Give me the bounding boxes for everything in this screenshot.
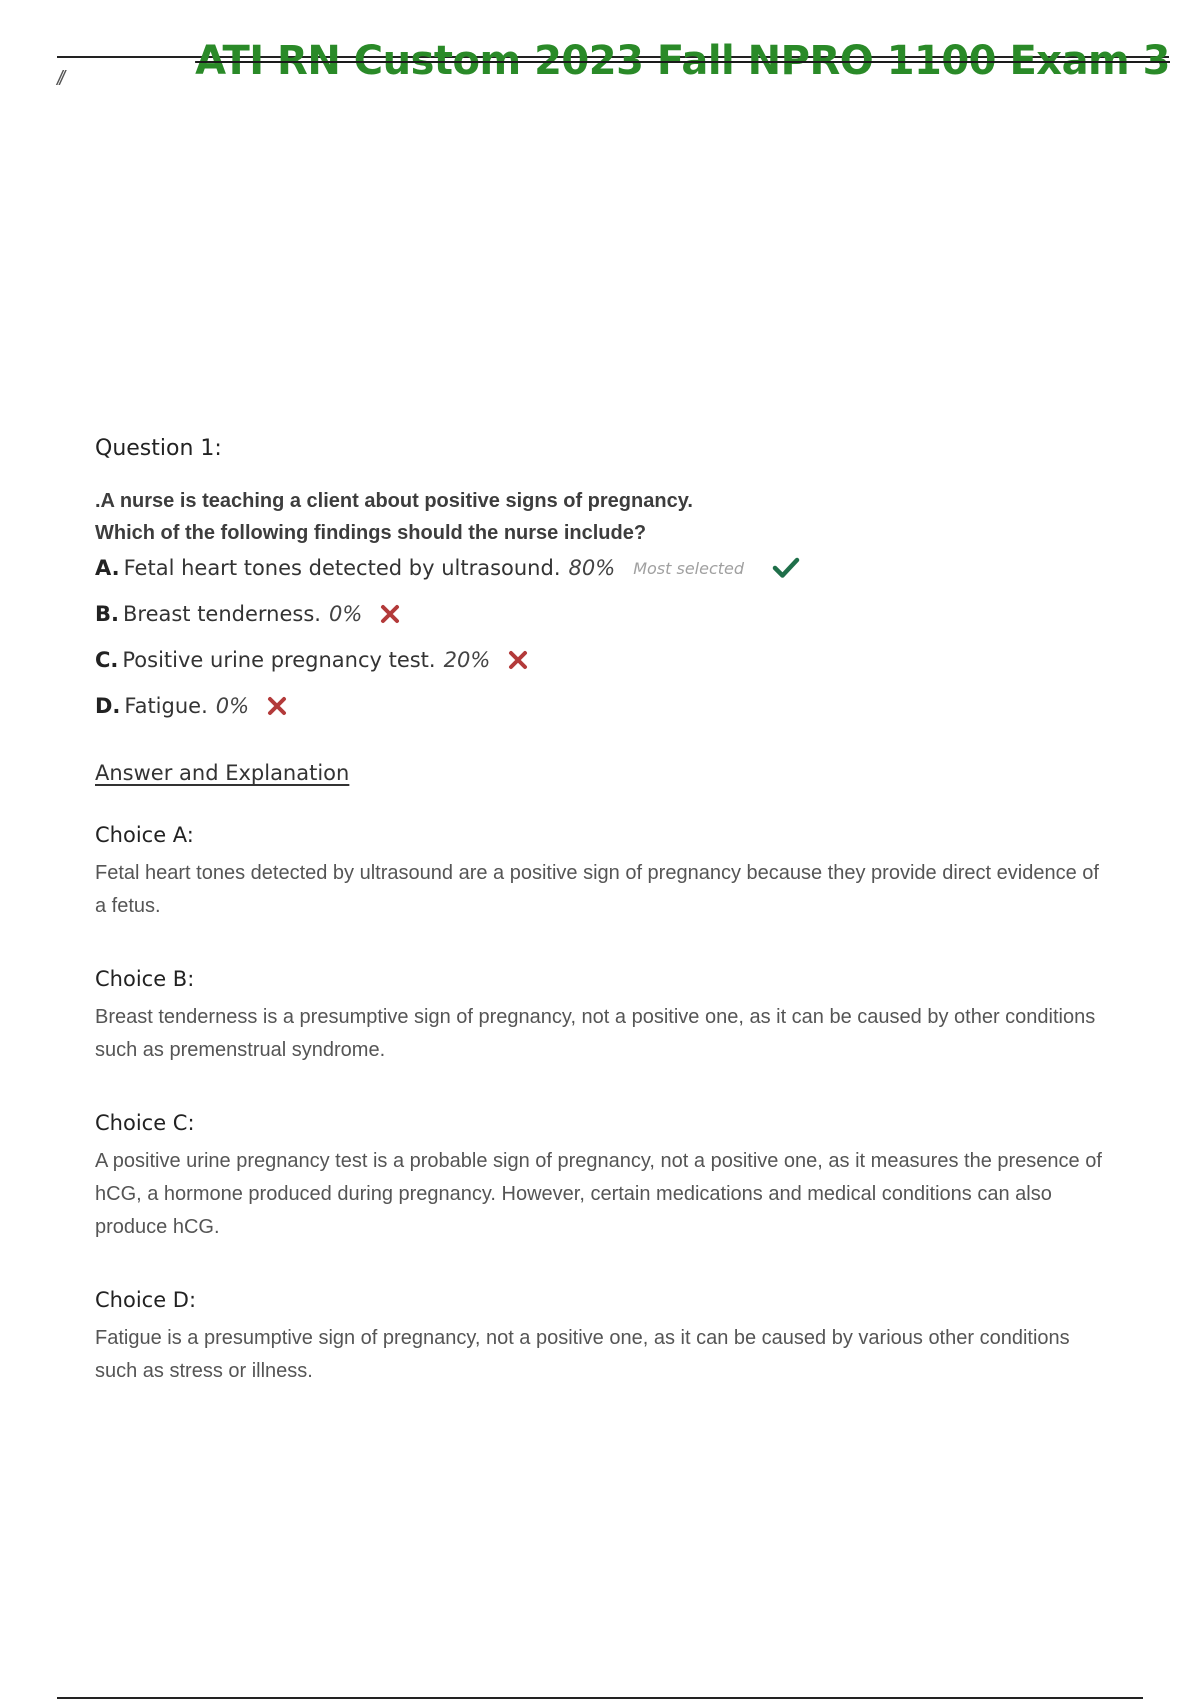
option-percent: 20% [443,648,491,672]
x-icon [508,650,528,670]
choice-title: Choice D: [95,1288,197,1312]
choice-a-explanation [95,823,1105,923]
choice-text: Fatigue is a presumptive sign of pregnancy, not a positive one, as it can be caused by various other conditions such as stress or illness. [95,1327,1070,1382]
question-stem [95,485,1105,549]
x-icon [267,696,287,716]
document-title: ATI RN Custom 2023 Fall NPRO 1100 Exam 3 [195,38,1170,84]
option-text: Fatigue. [124,694,208,718]
option-letter: B. [95,602,119,626]
option-d[interactable] [95,689,1105,723]
option-percent: 0% [215,694,250,718]
option-letter: A. [95,556,120,580]
footer-rule [57,1697,1143,1699]
choice-title: Choice A: [95,823,194,847]
option-percent: 0% [328,602,363,626]
choice-d-explanation [95,1288,1105,1388]
header-mark: // [57,68,63,90]
question-heading: Question 1: [95,436,222,461]
option-text: Positive urine pregnancy test. [122,648,436,672]
option-letter: D. [95,694,121,718]
question-stem-line: Which of the following findings should the nurse include? [95,522,647,544]
question-card [95,436,1105,1388]
option-a[interactable] [95,551,1105,585]
option-text: Breast tenderness. [122,602,321,626]
option-letter: C. [95,648,119,672]
option-percent: 80% [568,556,616,580]
choice-c-explanation [95,1111,1105,1244]
choice-text: Breast tenderness is a presumptive sign of pregnancy, not a positive one, as it can be caused by other conditions such as premenstrual syndrome. [95,1006,1096,1061]
choice-b-explanation [95,967,1105,1067]
choice-title: Choice C: [95,1111,195,1135]
answer-explanation-link[interactable]: Answer and Explanation [95,761,350,785]
answer-options [95,551,1105,723]
option-c[interactable] [95,643,1105,677]
choice-text: Fetal heart tones detected by ultrasound are a positive sign of pregnancy because they provide direct evidence of a fetus. [95,862,1099,917]
option-b[interactable] [95,597,1105,631]
choice-text: A positive urine pregnancy test is a probable sign of pregnancy, not a positive one, as it measures the presence of hCG, a hormone produced during pregnancy. However, certain medications and medical conditions can also produce hCG. [95,1150,1102,1238]
x-icon [380,604,400,624]
choice-title: Choice B: [95,967,195,991]
question-stem-line: .A nurse is teaching a client about positive signs of pregnancy. [95,490,693,512]
most-selected-label: Most selected [633,558,745,578]
check-icon [772,557,800,579]
option-text: Fetal heart tones detected by ultrasound. [123,556,561,580]
